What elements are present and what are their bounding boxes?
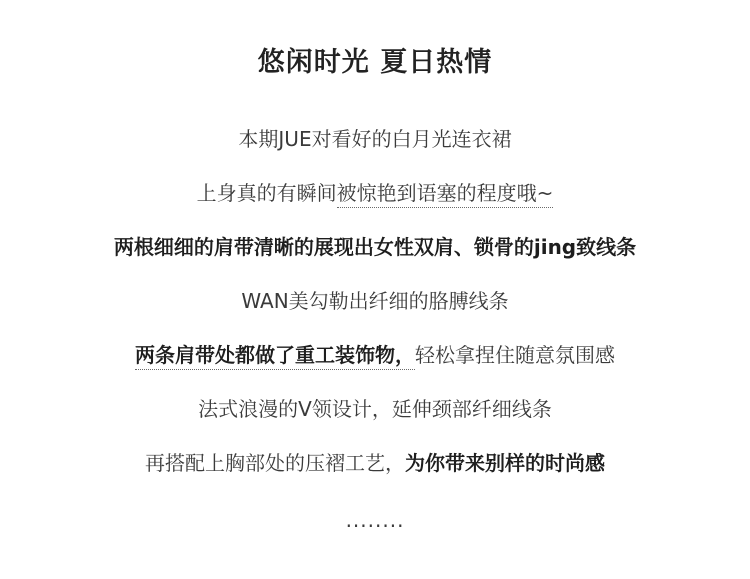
text-line-6 [0, 394, 750, 424]
text-line-2 [0, 178, 750, 208]
text-line-7 [0, 448, 750, 478]
text-line-5 [0, 340, 750, 370]
text-line-3 [0, 232, 750, 262]
text-line-1-content: 本期JUE对看好的白月光连衣裙 [238, 127, 512, 151]
text-line-7-bold: 为你带来别样的时尚感 [405, 451, 605, 475]
text-line-5-bold-underlined: 两条肩带处都做了重工装饰物， [135, 343, 415, 370]
text-line-2-underlined: 被惊艳到语塞的程度哦~ [337, 181, 554, 208]
text-line-7-plain: 再搭配上胸部处的压褶工艺， [145, 451, 405, 475]
text-line-1 [0, 124, 750, 154]
text-line-4 [0, 286, 750, 316]
ellipsis-text: ........ [345, 508, 405, 532]
ellipsis-line [0, 505, 750, 535]
text-line-3-content: 两根细细的肩带清晰的展现出女性双肩、锁骨的jing致线条 [113, 235, 637, 259]
text-line-6-content: 法式浪漫的V领设计，延伸颈部纤细线条 [198, 397, 552, 421]
text-line-4-content: WAN美勾勒出纤细的胳膊线条 [241, 289, 509, 313]
text-line-2-plain: 上身真的有瞬间 [196, 181, 337, 205]
text-line-5-plain: 轻松拿捏住随意氛围感 [415, 343, 615, 367]
section-title: 悠闲时光 夏日热情 [257, 47, 493, 78]
